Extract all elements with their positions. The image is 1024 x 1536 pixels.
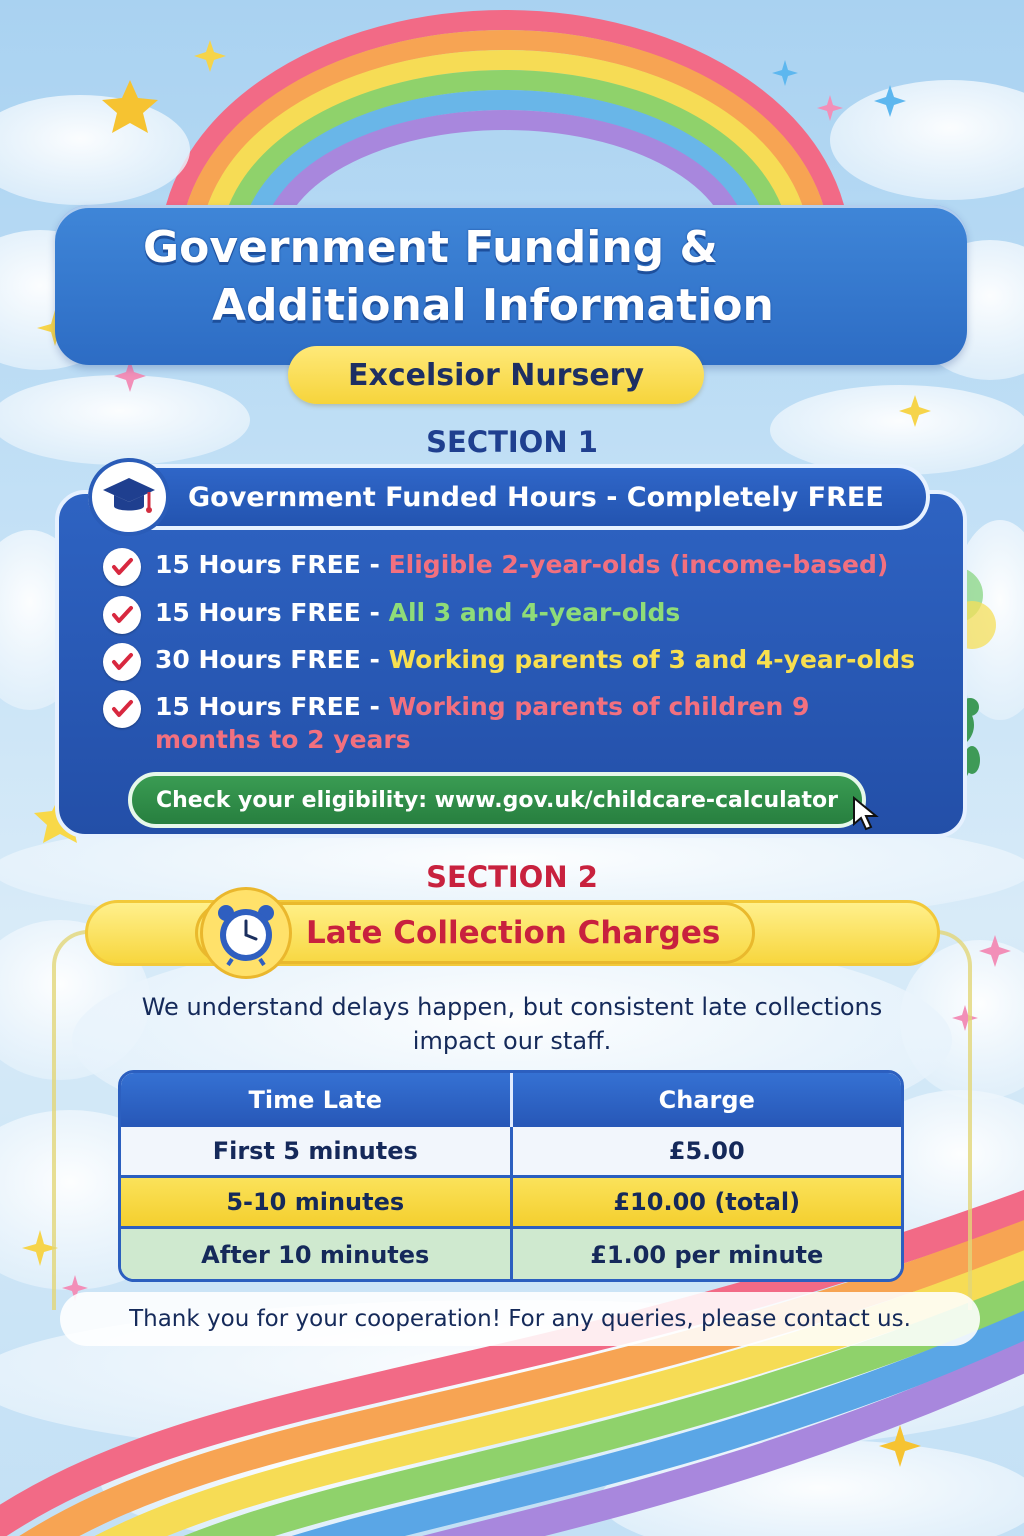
- list-item: [103, 548, 923, 586]
- cursor-icon: [850, 796, 882, 832]
- late-charges-table: [118, 1070, 904, 1282]
- item-detail: Eligible 2-year-olds (income-based): [388, 550, 889, 579]
- section2-title: Late Collection Charges: [306, 915, 721, 951]
- alarm-clock-icon: [200, 887, 292, 979]
- late-collection-intro: We understand delays happen, but consistent late collections impact our staff.: [141, 993, 883, 1055]
- item-detail: Working parents of 3 and 4-year-olds: [388, 645, 915, 674]
- check-icon: [103, 643, 141, 681]
- column-header-time: Time Late: [248, 1086, 382, 1114]
- section1-title: Government Funded Hours - Completely FREE: [188, 481, 884, 513]
- thank-you-banner: [60, 1292, 980, 1346]
- time-late-cell: 5-10 minutes: [226, 1188, 405, 1216]
- nursery-name: Excelsior Nursery: [347, 357, 645, 393]
- check-icon: [103, 690, 141, 728]
- table-row: [121, 1229, 901, 1280]
- check-icon: [103, 596, 141, 634]
- eligibility-text: Check your eligibility: www.gov.uk/childcare-calculator: [156, 787, 838, 813]
- list-item: [103, 596, 923, 634]
- nursery-name-badge: [288, 346, 704, 404]
- charge-cell: £1.00 per minute: [510, 1229, 902, 1280]
- page-title-line1: Government Funding &: [143, 222, 718, 273]
- page-title-line2: Additional Information: [212, 280, 774, 331]
- time-late-cell: After 10 minutes: [201, 1240, 430, 1269]
- item-detail: Working parents of children 9 months to 2 years: [155, 692, 810, 754]
- thank-you-text: Thank you for your cooperation! For any queries, please contact us.: [129, 1306, 911, 1332]
- item-hours: 15 Hours FREE -: [155, 550, 380, 579]
- section2-label: SECTION 2: [426, 860, 598, 894]
- time-late-cell: First 5 minutes: [212, 1137, 418, 1165]
- item-hours: 15 Hours FREE -: [155, 598, 380, 627]
- section1-label: SECTION 1: [426, 425, 598, 459]
- list-item: [103, 690, 903, 756]
- charge-cell: £10.00 (total): [510, 1178, 902, 1226]
- list-item: [103, 643, 923, 681]
- table-row: [121, 1178, 901, 1229]
- item-hours: 30 Hours FREE -: [155, 645, 380, 674]
- check-icon: [103, 548, 141, 586]
- column-header-charge: Charge: [510, 1073, 902, 1127]
- eligibility-link[interactable]: [128, 772, 866, 828]
- section1-header: [88, 464, 930, 530]
- table-header-row: [121, 1073, 901, 1127]
- item-hours: 15 Hours FREE -: [155, 692, 380, 721]
- table-row: [121, 1127, 901, 1178]
- item-detail: All 3 and 4-year-olds: [388, 598, 681, 627]
- graduation-cap-icon: [88, 458, 170, 536]
- charge-cell: £5.00: [510, 1127, 902, 1175]
